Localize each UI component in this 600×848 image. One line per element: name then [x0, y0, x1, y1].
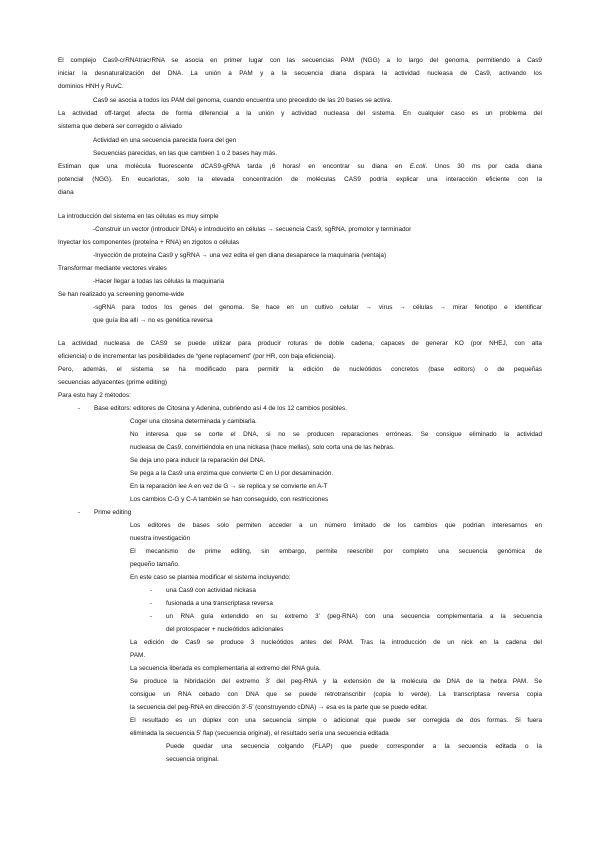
prime-step-4-line2: PAM.: [130, 652, 146, 659]
sub-bullet-1: -: [150, 587, 153, 594]
intro-item-3: -Inyección de proteína Cas9 y sgRNA → una vez edita el gen diana desaparece la maquinaria (ventaja): [93, 252, 387, 259]
intro-item-7-line1: -sgRNA para todos los genes del genoma. Se hace en un cultivo celular → virus → células → mirar fenotipo e identificar: [93, 304, 542, 311]
prime-step-2-line1: El mecanismo de prime editing, sin embargo, permite reescribir por completo una secuencia genómica de: [130, 548, 542, 555]
sub-bullet-3: -: [150, 613, 153, 620]
bullet-prime-editing: -: [78, 509, 81, 516]
base-editors-step-3: Se deja uno para inducir la reparación del DNA.: [130, 457, 266, 464]
paragraph-cas9-complex-line1: El complejo Cas9-crRNAtracrRNA se asocia en primer lugar con las secuencias PAM (NGG) a lo largo del genoma, permitiendo a Cas9: [58, 57, 542, 64]
prime-step-6-line2: consigue un RNA cebado con DNA que se puede retrotranscribir (copia lo verde). La transcriptasa reversa copia: [130, 691, 542, 698]
off-target-item-1: Actividad en una secuencia parecida fuera del gen: [93, 137, 237, 144]
estimate-text-b: . Unos 30 ms por cada diana: [425, 163, 542, 170]
nuclease-line5: Para esto hay 2 métodos:: [58, 392, 131, 399]
ecoli-italic: E.coli: [409, 163, 426, 170]
bullet-base-editors: -: [78, 405, 81, 412]
nuclease-line4: secuencias adyacentes (prime editing): [58, 379, 168, 386]
paragraph-estimate-line2: potencial (NGG). En eucariotas, solo la elevada concentración de moléculas CAS9 podría explicar una interacción eficiente con la: [58, 176, 542, 183]
prime-sub-item-3-line2: del protospacer + nucleótidos adicionales: [166, 626, 284, 633]
prime-step-3: En este caso se plantea modificar el sistema incluyendo:: [130, 574, 291, 581]
prime-step-4-line1: La edición de Cas9 se produce 3 nucleótidos antes del PAM. Tras la introducción de un nick en la cadena del: [130, 639, 542, 646]
prime-sub-item-2: fusionada a una transcriptasa reversa: [166, 600, 273, 607]
prime-step-8-line2: secuencia original.: [166, 756, 219, 763]
intro-item-4: Transformar mediante vectores virales: [58, 265, 167, 272]
prime-step-7-line2: eliminada la secuencia 5’ flap (secuencia original), el resultado sería una secuencia editada: [130, 730, 389, 737]
base-editors-step-1: Coger una citosina determinada y cambiarla.: [130, 418, 257, 425]
estimate-text-a: Estiman que una molécula fluorescente dCAS9-gRNA tarda ¡6 horas! en encontrar su diana en: [58, 163, 410, 170]
paragraph-estimate-line3: diana: [58, 189, 74, 196]
off-target-item-2: Secuencias parecidas, en las que cambien 1 o 2 bases hay más.: [93, 150, 278, 157]
prime-step-8-line1: Puede quedar una secuencia colgando (FLAP) que puede corresponder a la secuencia editada o la: [166, 743, 542, 750]
prime-step-1-line1: Los editores de bases solo permiten acceder a un número limitado de los cambios que podrían interesarnos en: [130, 522, 542, 529]
intro-item-7-line2: que guía iba allí → no es genética reversa: [93, 317, 213, 324]
intro-item-2: Inyectar los componentes (proteína + RNA) en zigotos o células: [58, 239, 239, 246]
intro-title: La introducción del sistema en las células es muy simple: [58, 213, 219, 220]
prime-sub-item-3-line1: un RNA guía extendido en su extremo 3’ (peg-RNA) con una secuencia complementaria a la secuencia: [166, 613, 542, 620]
paragraph-pam-association: Cas9 se asocia a todos los PAM del genoma, cuando encuentra uno precedido de las 20 bases se activa.: [93, 97, 393, 104]
paragraph-cas9-complex-line3: dominios HNH y RuvC.: [58, 83, 124, 90]
prime-step-2-line2: pequeño tamaño.: [130, 561, 180, 568]
nuclease-line2: eficiencia) o de incrementar las posibilidades de “gene replacement” (por HR, con baja eficiencia).: [58, 353, 336, 360]
base-editors-step-6: Los cambios C-G y C-A también se han conseguido, con restricciones: [130, 496, 329, 503]
nuclease-line1: La actividad nucleasa de CAS9 se puede utilizar para producir roturas de doble cadena, capaces de generar KO (por NHEJ, con alta: [58, 340, 542, 347]
prime-step-5: La secuencia liberada es complementaria al extremo del RNA guía.: [130, 665, 321, 672]
prime-step-1-line2: nuestra investigación: [130, 535, 191, 542]
nuclease-line3: Pero, además, el sistema se ha modificado para permitir la edición de nucleótidos concretos (base editors) o de pequeñas: [58, 366, 542, 373]
paragraph-off-target-line2: sistema que deberá ser corregido o aliviado: [58, 123, 182, 130]
sub-bullet-2: -: [150, 600, 153, 607]
paragraph-cas9-complex-line2: iniciar la desnaturalización del DNA. La unión a PAM y a la secuencia diana dispara la actividad nucleasa de Cas9, activando los: [58, 70, 542, 77]
base-editors-step-5: En la reparación lee A en vez de G → se replica y se convierte en A-T: [130, 483, 328, 490]
prime-step-6-line1: Se produce la hibridación del extremo 3’ del peg-RNA y la extensión de la molécula de DNA de la hebra PAM. Se: [130, 678, 542, 685]
base-editors-title: Base editors: editores de Citosina y Adenina, cubriendo así 4 de los 12 cambios posibles.: [94, 405, 347, 412]
paragraph-off-target-line1: La actividad off-target afecta de forma diferencial a la unión y actividad nucleasa del sistema. En cualquier caso es un problema del: [58, 110, 542, 117]
paragraph-estimate-line1: [58, 162, 542, 172]
prime-step-7-line1: El resultado es un dúplex con una secuencia simple o adicional que puede ser corregida de dos formas. Si fuera: [130, 717, 542, 724]
base-editors-step-4: Se pega a la Cas9 una enzima que convierte C en U por desaminación.: [130, 470, 334, 477]
prime-editing-title: Prime editing: [94, 509, 132, 516]
intro-item-6: Se han realizado ya screening genome-wide: [58, 291, 185, 298]
prime-step-6-line3: la secuencia del peg-RNA en dirección 3’-5’ (construyendo cDNA) → esa es la parte que se puede editar.: [130, 704, 428, 711]
intro-item-5: -Hacer llegar a todas las células la maquinaria: [93, 278, 225, 285]
prime-sub-item-1: una Cas9 con actividad nickasa: [166, 587, 256, 594]
base-editors-step-2-line2: nucleasa de Cas9, convirtiéndola en una nickasa (hace mellas), solo corta una de las hebras.: [130, 444, 395, 451]
base-editors-step-2-line1: No interesa que se corte el DNA, si no se producen reparaciones erróneas. Se consigue eliminado la actividad: [130, 431, 542, 438]
intro-item-1: -Construir un vector (introducir DNA) e introducirlo en células → secuencia Cas9, sgRNA, promotor y terminador: [93, 226, 412, 233]
